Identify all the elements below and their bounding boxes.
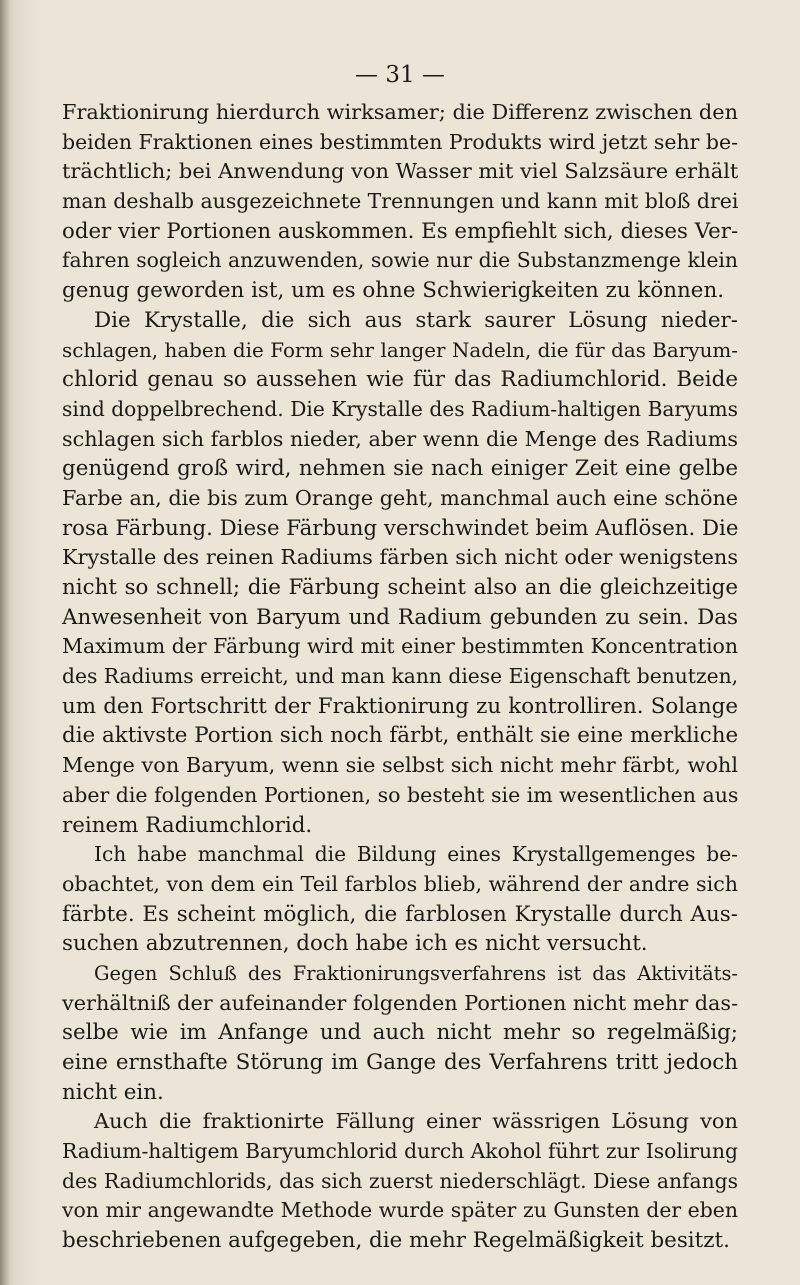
text-line: eine ernsthafte Störung im Gange des Verfahrens tritt jedoch (62, 1050, 738, 1075)
text-line: Menge von Baryum, wenn sie selbst sich nicht mehr färbt, wohl (62, 753, 738, 778)
text-line: aber die folgenden Portionen, so besteht sie im wesentlichen aus (62, 782, 739, 807)
text-line: Farbe an, die bis zum Orange geht, manchmal auch eine schöne (62, 485, 739, 510)
text-line: fahren sogleich anzuwenden, sowie nur die Substanzmenge klein (62, 248, 738, 273)
text-line: Radium-haltigem Baryumchlorid durch Akohol führt zur Isolirung (62, 1139, 738, 1164)
text-line: man deshalb ausgezeichnete Trennungen und kann mit bloß drei (62, 189, 739, 214)
text-line: oder vier Portionen auskommen. Es empfiehlt sich, dieses Ver- (62, 218, 739, 244)
text-line: Gegen Schluß des Fraktionirungsverfahrens ist das Aktivitäts- (94, 961, 738, 985)
text-line: Ich habe manchmal die Bildung eines Krystallgemenges be- (94, 842, 738, 867)
text-line: des Radiums erreicht, und man kann diese Eigenschaft benutzen, (62, 664, 739, 689)
body-text (62, 98, 738, 1256)
text-line: verhältniß der aufeinander folgenden Portionen nicht mehr das- (62, 990, 739, 1015)
text-line: nicht so schnell; die Färbung scheint also an die gleichzeitige (62, 575, 738, 600)
text-line: reinem Radiumchlorid. (62, 812, 313, 838)
text-line: nicht ein. (62, 1079, 164, 1105)
text-line: genug geworden ist, um es ohne Schwierigkeiten zu können. (62, 278, 725, 304)
text-line: schlagen sich farblos nieder, aber wenn die Menge des Radiums (62, 426, 738, 451)
text-line: beschriebenen aufgegeben, die mehr Regelmäßigkeit besitzt. (62, 1228, 730, 1254)
text-line: obachtet, von dem ein Teil farblos blieb, während der andre sich (62, 871, 738, 896)
text-line: chlorid genau so aussehen wie für das Radiumchlorid. Beide (62, 367, 738, 393)
text-line: suchen abzutrennen, doch habe ich es nicht versucht. (62, 931, 648, 957)
text-line: Fraktionirung hierdurch wirksamer; die Differenz zwischen den (62, 100, 738, 124)
text-line: des Radiumchlorids, das sich zuerst niederschlägt. Diese anfangs (62, 1168, 738, 1193)
page-gutter (0, 0, 10, 1285)
page-number: — 31 — (355, 62, 445, 88)
text-line: sind doppelbrechend. Die Krystalle des Radium-haltigen Baryums (62, 396, 738, 421)
text-line: um den Fortschritt der Fraktionirung zu kontrolliren. Solange (62, 693, 738, 719)
text-line: Die Krystalle, die sich aus stark saurer Lösung nieder- (94, 307, 738, 333)
text-line: Krystalle des reinen Radiums färben sich nicht oder wenigstens (62, 545, 738, 570)
text-line: Auch die fraktionirte Fällung einer wässrigen Lösung von (94, 1109, 738, 1134)
text-line: selbe wie im Anfange und auch nicht mehr so regelmäßig; (62, 1020, 738, 1046)
text-line: Maximum der Färbung wird mit einer bestimmten Koncentration (62, 634, 738, 659)
text-line: schlagen, haben die Form sehr langer Nadeln, die für das Baryum- (62, 338, 738, 362)
text-line: trächtlich; bei Anwendung von Wasser mit viel Salzsäure erhält (62, 159, 739, 184)
text-line: von mir angewandte Methode wurde später zu Gunsten der eben (62, 1198, 738, 1223)
text-line: Anwesenheit von Baryum und Radium gebunden zu sein. Das (62, 604, 738, 630)
text-line: die aktivste Portion sich noch färbt, enthält sie eine merkliche (62, 723, 739, 749)
text-line: rosa Färbung. Diese Färbung verschwindet beim Auflösen. Die (62, 515, 739, 541)
text-line: färbte. Es scheint möglich, die farblosen Krystalle durch Aus- (62, 901, 738, 927)
text-line: beiden Fraktionen eines bestimmten Produkts wird jetzt sehr be- (62, 129, 738, 154)
text-line: genügend groß wird, nehmen sie nach einiger Zeit eine gelbe (62, 456, 738, 482)
